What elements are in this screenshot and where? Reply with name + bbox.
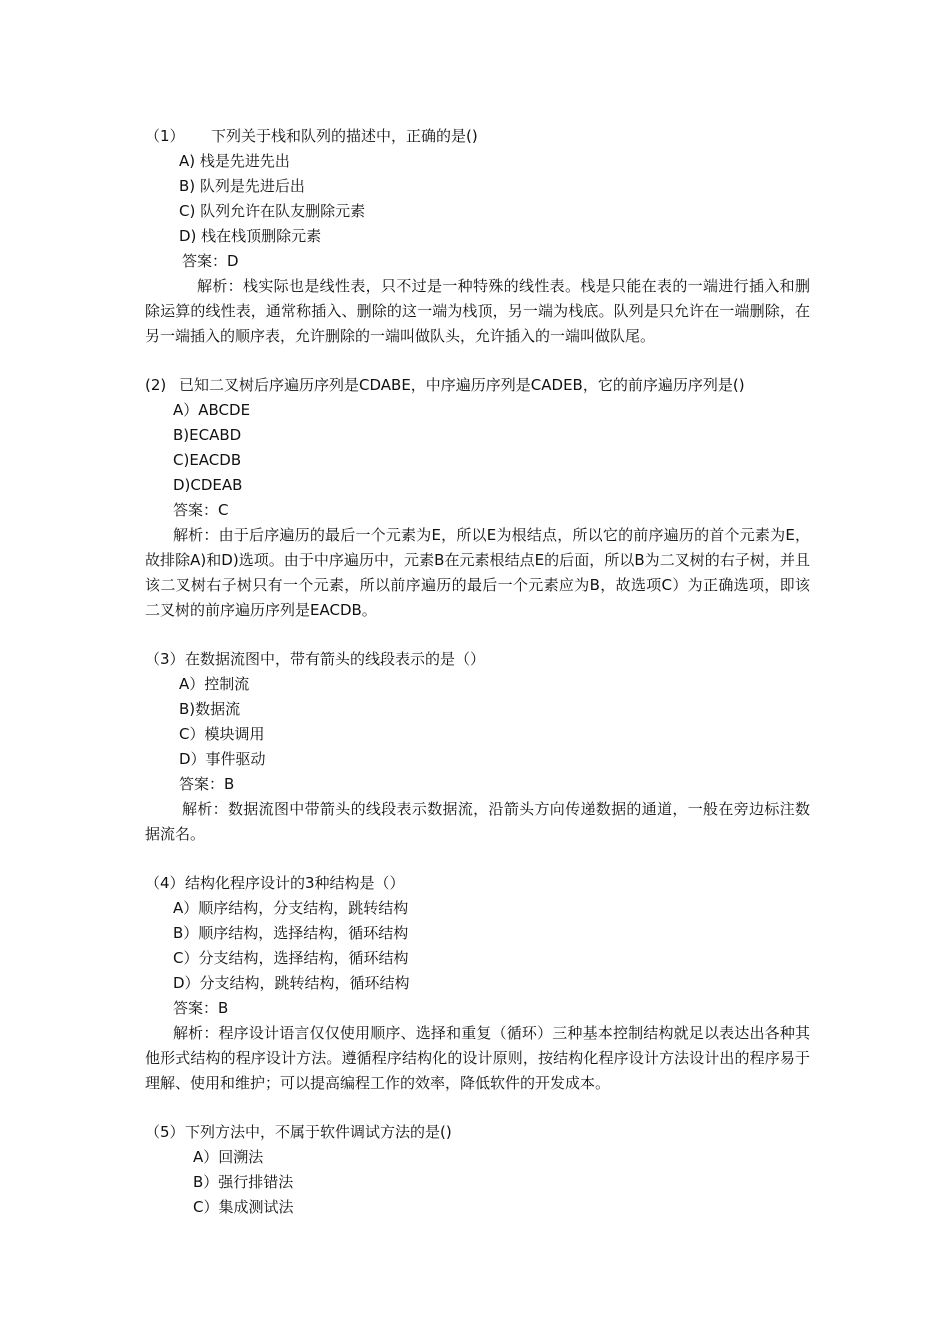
option-c: C）集成测试法 bbox=[193, 1198, 294, 1216]
option-c: C）模块调用 bbox=[179, 725, 265, 743]
question-number: （4） bbox=[145, 874, 185, 892]
question-5 bbox=[145, 1120, 810, 1220]
option-a: A) 栈是先进先出 bbox=[179, 152, 290, 170]
option-c: C）分支结构，选择结构，循环结构 bbox=[173, 949, 409, 967]
question-4 bbox=[145, 871, 810, 1096]
option-b: B) 队列是先进后出 bbox=[179, 177, 305, 195]
question-2 bbox=[145, 373, 810, 623]
option-b: B）顺序结构，选择结构，循环结构 bbox=[173, 924, 409, 942]
option-c: C) 队列允许在队友删除元素 bbox=[179, 202, 366, 220]
question-text: 下列方法中，不属于软件调试方法的是() bbox=[185, 1123, 452, 1141]
question-number: （1） bbox=[145, 127, 185, 145]
question-1 bbox=[145, 124, 810, 349]
answer: 答案：B bbox=[173, 999, 229, 1017]
answer: 答案：D bbox=[182, 252, 239, 270]
question-number: （3） bbox=[145, 650, 185, 668]
explanation: 解析：栈实际也是线性表，只不过是一种特殊的线性表。栈是只能在表的一端进行插入和删除运算的线性表，通常称插入、删除的这一端为栈顶，另一端为栈底。队列是只允许在一端删除，在另一端插入的顺序表，允许删除的一端叫做队头，允许插入的一端叫做队尾。 bbox=[145, 277, 810, 345]
answer: 答案：C bbox=[173, 501, 229, 519]
question-text: 结构化程序设计的3种结构是（） bbox=[185, 874, 405, 892]
question-number: (2) bbox=[145, 376, 167, 394]
question-stem bbox=[145, 647, 810, 672]
explanation: 解析：数据流图中带箭头的线段表示数据流，沿箭头方向传递数据的通道，一般在旁边标注数据流名。 bbox=[145, 800, 810, 843]
question-3 bbox=[145, 647, 810, 847]
question-stem bbox=[145, 124, 810, 149]
option-d: D）分支结构，跳转结构，循环结构 bbox=[173, 974, 410, 992]
option-a: A）顺序结构，分支结构，跳转结构 bbox=[173, 899, 409, 917]
option-b: B)数据流 bbox=[179, 700, 241, 718]
option-b: B)ECABD bbox=[173, 426, 242, 444]
option-a: A）控制流 bbox=[179, 675, 250, 693]
option-b: B）强行排错法 bbox=[193, 1173, 294, 1191]
explanation: 解析：程序设计语言仅仅使用顺序、选择和重复（循环）三种基本控制结构就足以表达出各种其他形式结构的程序设计方法。遵循程序结构化的设计原则，按结构化程序设计方法设计出的程序易于理解、使用和维护；可以提高编程工作的效率，降低软件的开发成本。 bbox=[145, 1024, 810, 1092]
option-c: C)EACDB bbox=[173, 451, 242, 469]
question-stem bbox=[145, 373, 810, 398]
option-d: D）事件驱动 bbox=[179, 750, 266, 768]
question-stem bbox=[145, 871, 810, 896]
question-number: （5） bbox=[145, 1123, 185, 1141]
option-d: D) 栈在栈顶删除元素 bbox=[179, 227, 322, 245]
answer: 答案：B bbox=[179, 775, 235, 793]
option-a: A）ABCDE bbox=[173, 401, 251, 419]
question-stem bbox=[145, 1120, 810, 1145]
question-text: 已知二叉树后序遍历序列是CDABE，中序遍历序列是CADEB，它的前序遍历序列是() bbox=[179, 376, 745, 394]
option-d: D)CDEAB bbox=[173, 476, 243, 494]
question-text: 下列关于栈和队列的描述中，正确的是() bbox=[211, 127, 478, 145]
question-text: 在数据流图中，带有箭头的线段表示的是（） bbox=[185, 650, 486, 668]
explanation: 解析：由于后序遍历的最后一个元素为E，所以E为根结点，所以它的前序遍历的首个元素为E，故排除A)和D)选项。由于中序遍历中，元素B在元素根结点E的后面，所以B为二叉树的右子树，并且该二叉树右子树只有一个元素，所以前序遍历的最后一个元素应为B，故选项C）为正确选项，即该二叉树的前序遍历序列是EACDB。 bbox=[145, 526, 810, 619]
option-a: A）回溯法 bbox=[193, 1148, 264, 1166]
